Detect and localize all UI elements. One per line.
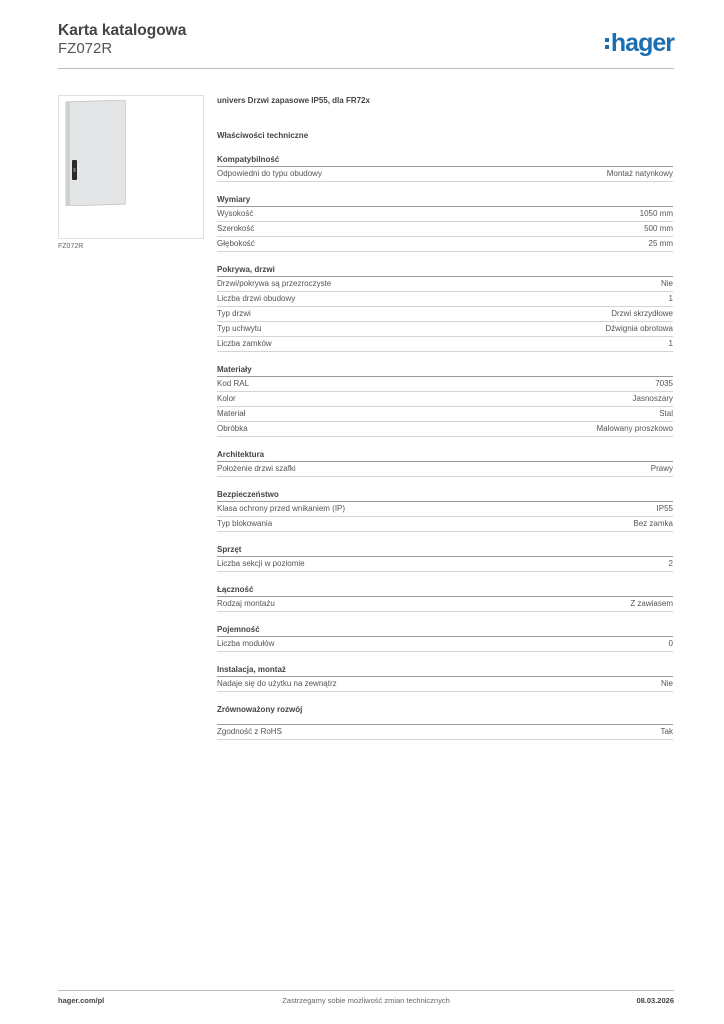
spec-value: Nie — [660, 279, 673, 288]
spec-label: Zgodność z RoHS — [217, 727, 282, 736]
hager-logo — [605, 31, 674, 56]
image-caption: FZ072R — [58, 243, 84, 250]
spec-value: Z zawiasem — [630, 599, 673, 608]
footer-website: hager.com/pl — [58, 996, 105, 1005]
spec-row — [217, 207, 673, 222]
spec-row — [217, 502, 673, 517]
spec-row — [217, 557, 673, 572]
footer-notice: Zastrzegamy sobie możliwość zmian technicznych — [282, 996, 450, 1005]
spec-label: Klasa ochrony przed wnikaniem (IP) — [217, 504, 346, 513]
spec-row — [217, 307, 673, 322]
spec-label: Kolor — [217, 394, 236, 403]
spec-label: Liczba sekcji w poziomie — [217, 559, 305, 568]
page-header — [58, 21, 674, 69]
spec-row — [217, 677, 673, 692]
section-title: Pokrywa, drzwi — [217, 264, 673, 277]
spec-section — [217, 584, 673, 612]
spec-label: Szerokość — [217, 224, 255, 233]
spec-value: Malowany proszkowo — [596, 424, 673, 433]
product-image — [58, 95, 204, 239]
spec-value: 2 — [668, 559, 673, 568]
spec-value: Stal — [659, 409, 673, 418]
product-code: FZ072R — [58, 40, 113, 57]
spec-value: Prawy — [650, 464, 673, 473]
section-title: Pojemność — [217, 624, 673, 637]
spec-section — [217, 154, 673, 182]
spec-row — [217, 322, 673, 337]
spec-label: Wysokość — [217, 209, 254, 218]
spec-label: Głębokość — [217, 239, 255, 248]
section-title: Wymiary — [217, 194, 673, 207]
spec-label: Położenie drzwi szafki — [217, 464, 296, 473]
spec-value: Jasnoszary — [632, 394, 673, 403]
section-title: Architektura — [217, 449, 673, 462]
section-title: Instalacja, montaż — [217, 664, 673, 677]
logo-dots-icon — [605, 38, 609, 49]
spec-heading: Właściwości techniczne — [217, 131, 309, 140]
spec-row — [217, 292, 673, 307]
spec-sections — [217, 154, 673, 740]
logo-text: hager — [610, 29, 674, 57]
spec-value: Tak — [660, 727, 673, 736]
section-title: Łączność — [217, 584, 673, 597]
spec-row — [217, 637, 673, 652]
spec-label: Typ drzwi — [217, 309, 251, 318]
section-title: Materiały — [217, 364, 673, 377]
spec-row — [217, 392, 673, 407]
spec-value: 1 — [668, 339, 673, 348]
page-footer — [58, 996, 674, 1008]
spec-value: 0 — [668, 639, 673, 648]
spec-row — [217, 377, 673, 392]
spec-content — [217, 95, 673, 740]
spec-label: Kod RAL — [217, 379, 250, 388]
page-title: Karta katalogowa — [58, 22, 187, 39]
spec-label: Drzwi/pokrywa są przezroczyste — [217, 279, 332, 288]
spec-value: Bez zamka — [633, 519, 673, 528]
spec-label: Materiał — [217, 409, 246, 418]
footer-divider — [58, 990, 674, 991]
spec-value: 25 mm — [648, 239, 673, 248]
spec-row — [217, 407, 673, 422]
spec-row — [217, 597, 673, 612]
spec-row — [217, 277, 673, 292]
spec-value: 500 mm — [644, 224, 673, 233]
spec-value: IP55 — [656, 504, 673, 513]
spec-section — [217, 544, 673, 572]
section-title: Kompatybilność — [217, 154, 673, 167]
spec-section — [217, 704, 673, 740]
spec-value: Drzwi skrzydłowe — [611, 309, 673, 318]
spec-label: Liczba zamków — [217, 339, 272, 348]
spec-section — [217, 194, 673, 252]
spec-label: Obróbka — [217, 424, 248, 433]
spec-row — [217, 167, 673, 182]
section-title: Sprzęt — [217, 544, 673, 557]
spec-label: Typ blokowania — [217, 519, 273, 528]
spec-value: Montaż natynkowy — [606, 169, 673, 178]
spec-section — [217, 364, 673, 437]
spec-value: Dźwignia obrotowa — [605, 324, 673, 333]
spec-section — [217, 664, 673, 692]
product-description: univers Drzwi zapasowe IP55, dla FR72x — [217, 96, 370, 105]
spec-row — [217, 337, 673, 352]
spec-value: 1050 mm — [639, 209, 673, 218]
spec-section — [217, 489, 673, 532]
section-title: Zrównoważony rozwój — [217, 705, 303, 714]
spec-row — [217, 462, 673, 477]
door-panel-icon — [64, 100, 126, 206]
section-title: Bezpieczeństwo — [217, 489, 673, 502]
spec-row — [217, 422, 673, 437]
footer-date: 08.03.2026 — [636, 996, 674, 1005]
spec-label: Rodzaj montażu — [217, 599, 275, 608]
spec-row — [217, 237, 673, 252]
spec-label: Liczba drzwi obudowy — [217, 294, 296, 303]
spec-label: Liczba modułów — [217, 639, 275, 648]
spec-label: Nadaje się do użytku na zewnątrz — [217, 679, 337, 688]
spec-label: Odpowiedni do typu obudowy — [217, 169, 322, 178]
spec-value: 1 — [668, 294, 673, 303]
spec-value: Nie — [660, 679, 673, 688]
spec-section — [217, 449, 673, 477]
spec-label: Typ uchwytu — [217, 324, 262, 333]
spec-row — [217, 222, 673, 237]
spec-row — [217, 724, 673, 740]
spec-section — [217, 264, 673, 352]
spec-row — [217, 517, 673, 532]
spec-section — [217, 624, 673, 652]
spec-value: 7035 — [655, 379, 673, 388]
header-divider — [58, 68, 674, 69]
